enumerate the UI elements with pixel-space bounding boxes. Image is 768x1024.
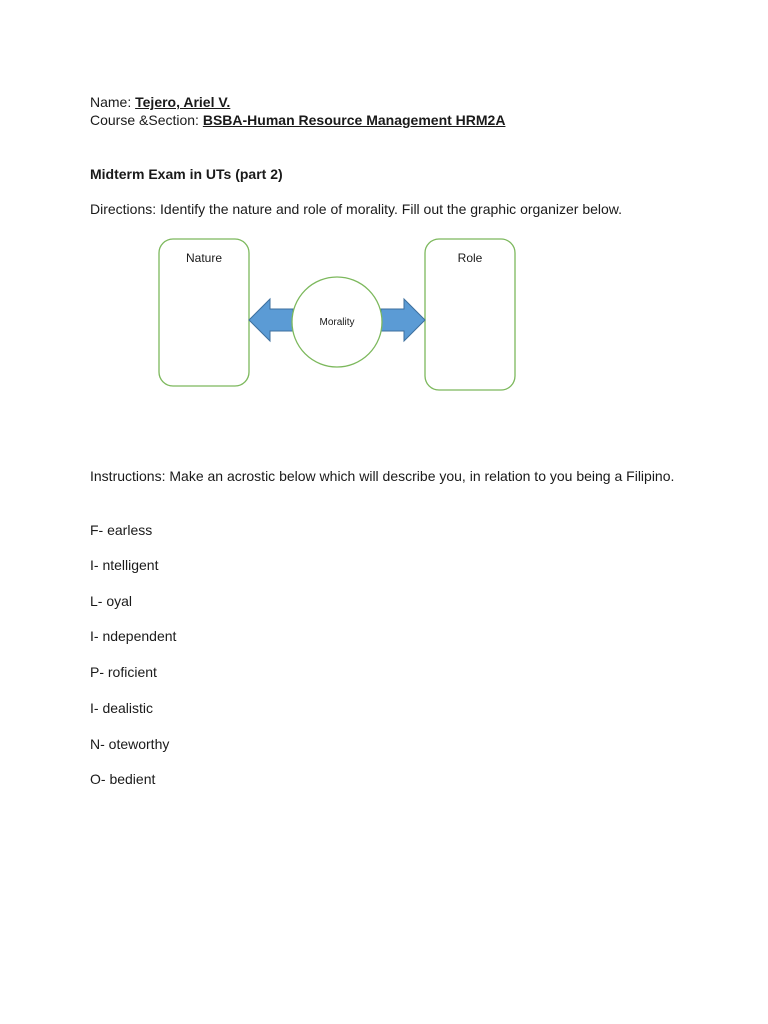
nature-label: Nature xyxy=(185,251,223,265)
left-arrow-icon xyxy=(249,299,293,341)
acrostic-line: F- earless xyxy=(90,522,153,538)
acrostic-line: L- oyal xyxy=(90,593,133,609)
role-label: Role xyxy=(457,251,483,265)
course-line xyxy=(90,112,505,129)
course-label: Course &Section: xyxy=(90,112,203,128)
acrostic-line: I- dealistic xyxy=(90,700,154,716)
name-label: Name: xyxy=(90,94,136,110)
acrostic-line: P- roficient xyxy=(90,664,157,680)
acrostic-line: I- ndependent xyxy=(90,628,177,644)
right-arrow-icon xyxy=(381,299,425,341)
acrostic-line: N- oteworthy xyxy=(90,736,170,752)
name-value: Tejero, Ariel V. xyxy=(135,94,231,110)
acrostic-line: I- ntelligent xyxy=(90,557,159,573)
instructions-text: Instructions: Make an acrostic below which will describe you, in relation to you being a Filipino. xyxy=(90,468,675,484)
course-value: BSBA-Human Resource Management HRM2A xyxy=(202,112,506,128)
name-line xyxy=(90,94,230,111)
directions-text: Directions: Identify the nature and role of morality. Fill out the graphic organizer below. xyxy=(90,201,623,217)
exam-title: Midterm Exam in UTs (part 2) xyxy=(90,166,283,182)
graphic-organizer xyxy=(150,230,530,400)
acrostic-line: O- bedient xyxy=(90,771,156,787)
morality-label: Morality xyxy=(319,317,355,328)
